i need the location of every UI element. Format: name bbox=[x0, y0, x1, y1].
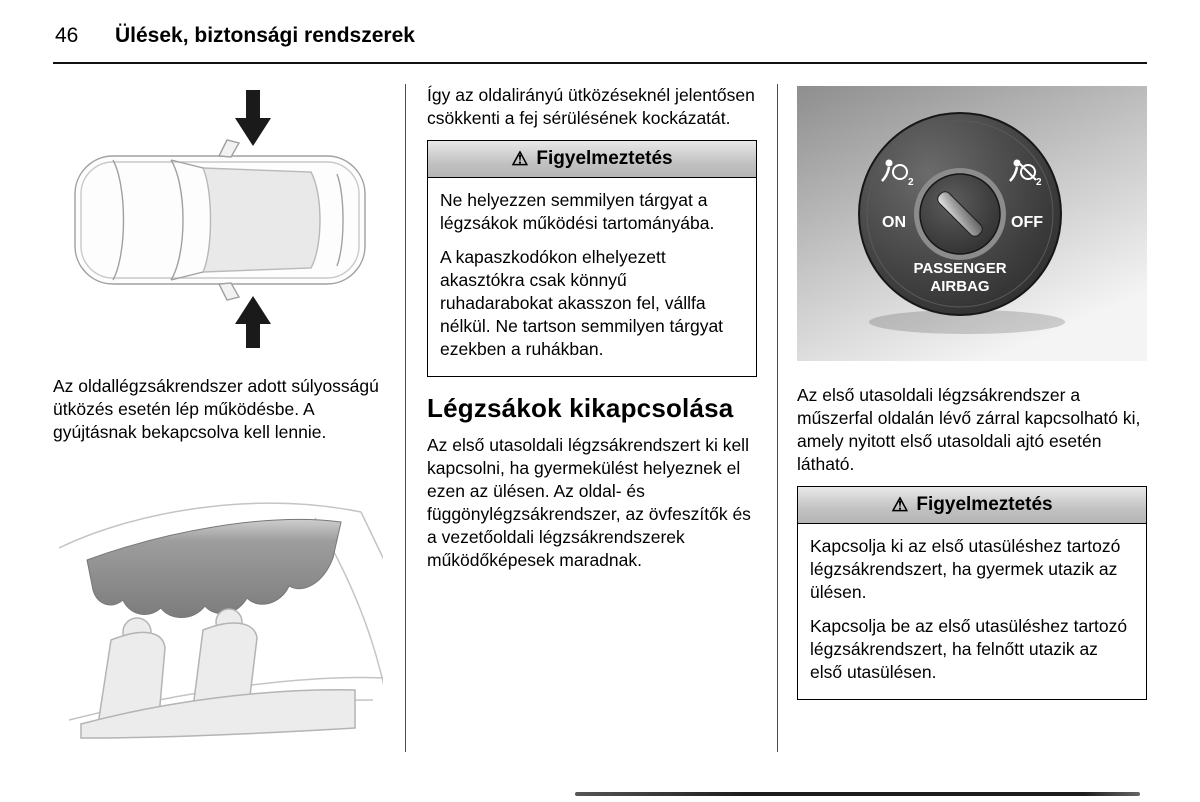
figure-curtain-airbag bbox=[53, 462, 383, 749]
page-header bbox=[53, 24, 1147, 64]
warning-paragraph: Kapcsolja ki az első utasüléshez tartozó légzsákrendszert, ha gyermek utazik az ülésen. bbox=[810, 536, 1121, 602]
curtain-airbag-illustration bbox=[53, 462, 383, 744]
column-divider-left bbox=[405, 84, 406, 752]
arrow-up-icon bbox=[235, 296, 271, 348]
intro-paragraph: Így az oldalirányú ütközéseknél jelentősen csökkenti a fej sérülésének kockázatát. bbox=[427, 85, 755, 128]
side-airbag-paragraph: Az oldallégzsákrendszer adott súlyosságú ütközés esetén lép működésbe. A gyújtásnak bekapcsolva kell lennie. bbox=[53, 376, 379, 442]
deactivation-paragraph: Az első utasoldali légzsákrendszert ki kell kapcsolni, ha gyermekülést helyeznek el ezen az ülésen. Az oldal- és függönylégzsákrendszer, az övfeszítők és a vezetőoldali légzsákrendszerek működőképesek maradnak. bbox=[427, 435, 751, 570]
warning-box-airbag-area bbox=[427, 140, 757, 377]
switch-on-label: ON bbox=[882, 214, 906, 231]
switch-off-label: OFF bbox=[1011, 214, 1043, 231]
warning-title: Figyelmeztetés bbox=[916, 494, 1053, 515]
warning-icon: ⚠ bbox=[511, 148, 529, 170]
content-columns bbox=[53, 64, 1147, 752]
curtain-airbag-shape bbox=[87, 519, 341, 617]
left-column bbox=[53, 84, 383, 749]
warning-header bbox=[798, 487, 1146, 524]
car-top-view-illustration bbox=[53, 86, 383, 354]
right-column bbox=[797, 84, 1147, 716]
arrow-down-icon bbox=[235, 90, 271, 146]
warning-header bbox=[428, 141, 756, 178]
switch-description-paragraph: Az első utasoldali légzsákrendszer a műszerfal oldalán lévő zárral kapcsolható ki, amely nyitott első utasoldali ajtó esetén látható. bbox=[797, 385, 1141, 474]
middle-column bbox=[427, 84, 757, 582]
warning-paragraph: Kapcsolja be az első utasüléshez tartozó légzsákrendszert, ha felnőtt utazik az első utasülésen. bbox=[810, 616, 1128, 682]
section-heading: Légzsákok kikapcsolása bbox=[427, 393, 734, 423]
svg-text:2: 2 bbox=[1036, 177, 1042, 188]
warning-box-child-seat bbox=[797, 486, 1147, 700]
airbag-switch-illustration bbox=[797, 86, 1147, 361]
warning-icon: ⚠ bbox=[891, 494, 909, 516]
page-number: 46 bbox=[55, 24, 79, 47]
warning-paragraph: Ne helyezzen semmilyen tárgyat a légzsákok működési tartományába. bbox=[440, 190, 715, 233]
warning-title: Figyelmeztetés bbox=[536, 148, 673, 169]
page-scan-artifact bbox=[575, 792, 1140, 796]
page-title: Ülések, biztonsági rendszerek bbox=[115, 24, 415, 47]
figure-passenger-airbag-switch bbox=[797, 86, 1147, 366]
column-divider-right bbox=[777, 84, 778, 752]
svg-text:2: 2 bbox=[908, 177, 914, 188]
warning-paragraph: A kapaszkodókon elhelyezett akasztókra csak könnyű ruhadarabokat akasszon fel, vállfa nélkül. Ne tartson semmilyen tárgyat ezekben a ruhákban. bbox=[440, 247, 724, 359]
warning-body bbox=[428, 178, 756, 376]
figure-car-top-view bbox=[53, 86, 383, 359]
switch-passenger-label: PASSENGER bbox=[913, 260, 1007, 277]
warning-body bbox=[798, 524, 1146, 699]
switch-airbag-label: AIRBAG bbox=[930, 278, 990, 295]
